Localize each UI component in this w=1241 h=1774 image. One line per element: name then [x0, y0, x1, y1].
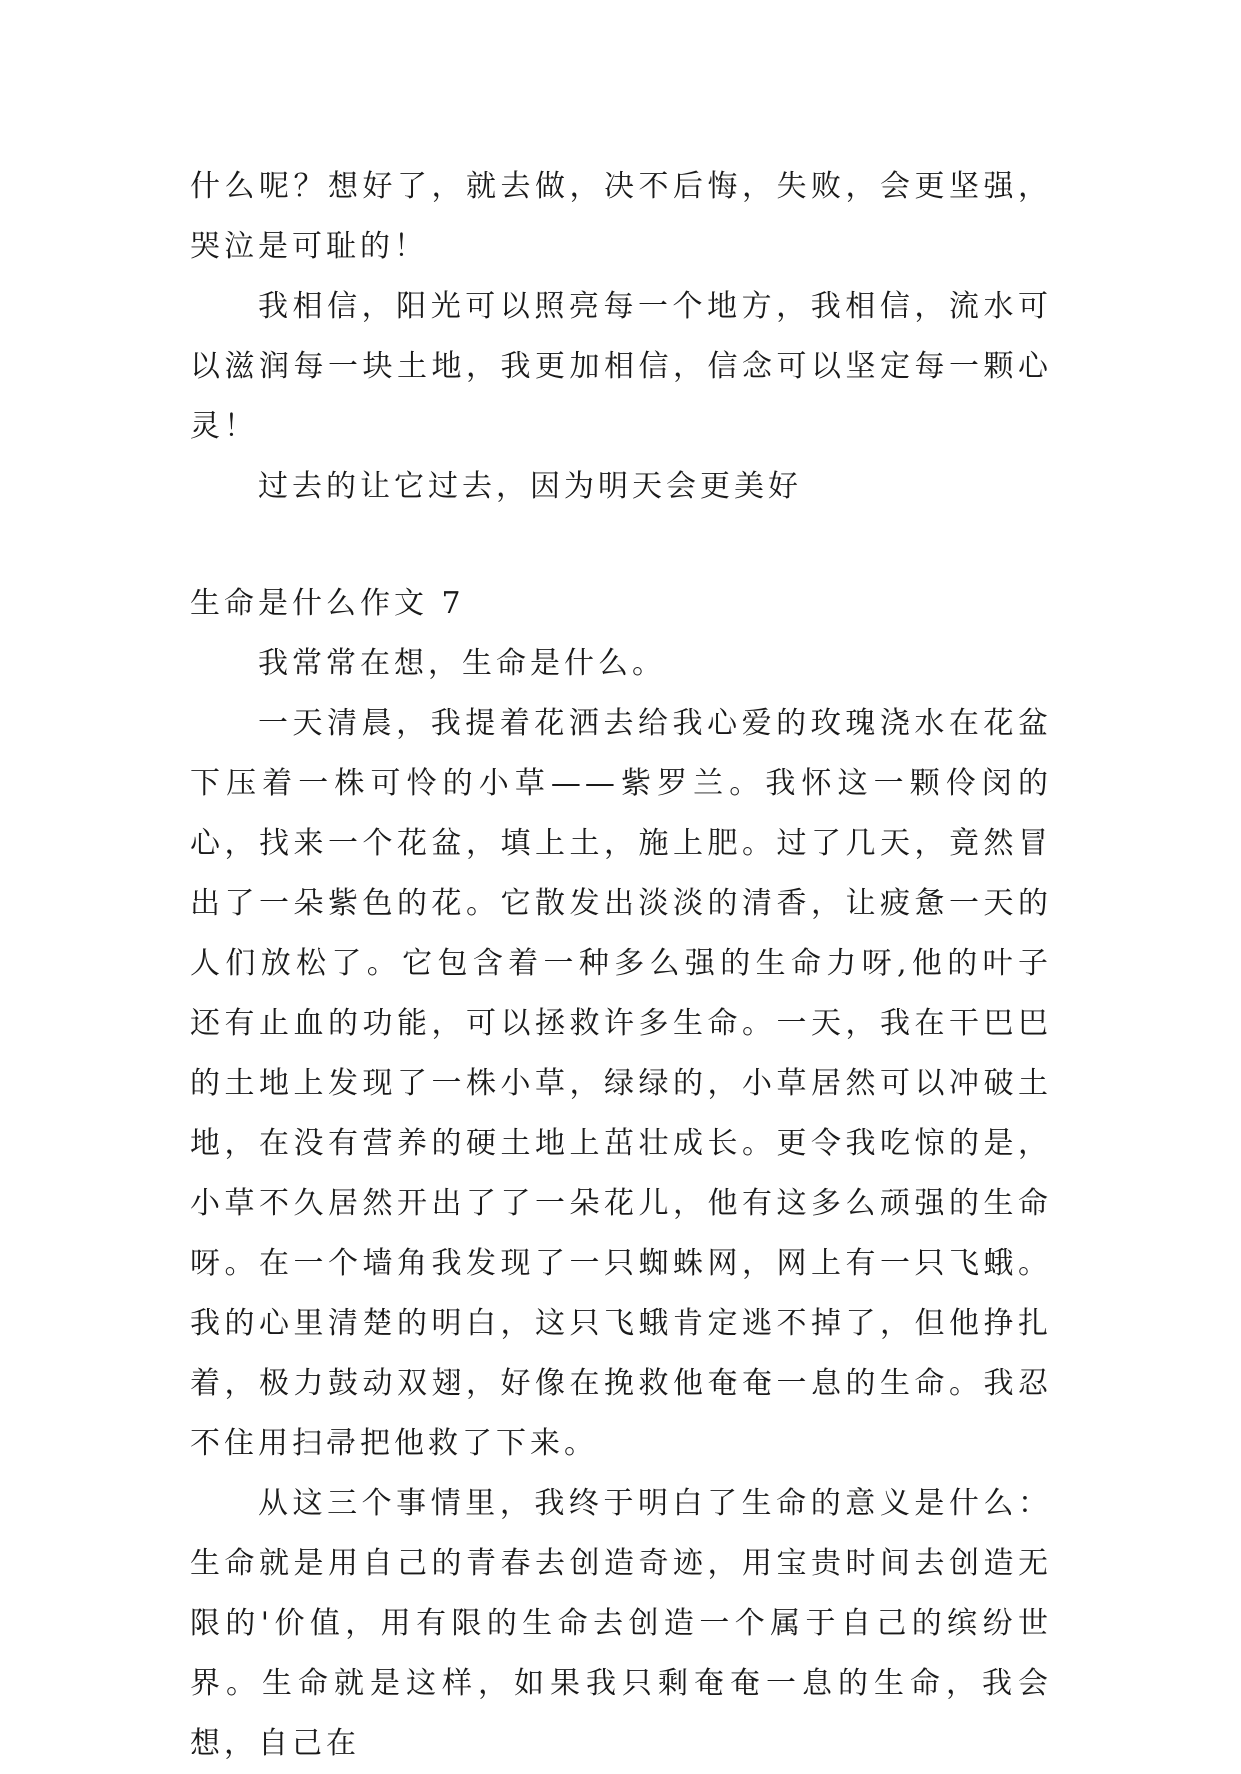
paragraph-belief: 我相信，阳光可以照亮每一个地方，我相信，流水可以滋润每一块土地，我更加相信，信念可以坚定每一颗心灵！ [190, 289, 1052, 444]
paragraph-intro: 我常常在想，生命是什么。 [258, 646, 666, 681]
paragraph-story: 一天清晨，我提着花洒去给我心爱的玫瑰浇水在花盆下压着一株可怜的小草——紫罗兰。我怀这一颗伶闵的心，找来一个花盆，填上土，施上肥。过了几天，竟然冒出了一朵紫色的花。它散发出淡淡的清香，让疲惫一天的人们放松了。它包含着一种多么强的生命力呀,他的叶子还有止血的功能，可以拯救许多生命。一天，我在干巴巴的土地上发现了一株小草，绿绿的，小草居然可以冲破土地，在没有营养的硬土地上茁壮成长。更令我吃惊的是，小草不久居然开出了了一朵花儿，他有这多么顽强的生命呀。在一个墙角我发现了一只蜘蛛网，网上有一只飞蛾。我的心里清楚的明白，这只飞蛾肯定逃不掉了，但他挣扎着，极力鼓动双翅，好像在挽救他奄奄一息的生命。我忍不住用扫帚把他救了下来。 [190, 706, 1052, 1461]
essay-title: 生命是什么作文 7 [190, 586, 465, 621]
document-body [190, 157, 1052, 1774]
paragraph-continuation: 什么呢？想好了，就去做，决不后悔，失败，会更坚强，哭泣是可耻的！ [190, 169, 1052, 264]
paragraph-meaning: 从这三个事情里，我终于明白了生命的意义是什么：生命就是用自己的青春去创造奇迹，用宝贵时间去创造无限的'价值，用有限的生命去创造一个属于自己的缤纷世界。生命就是这样，如果我只剩奄奄一息的生命，我会想，自己在 [190, 1486, 1052, 1761]
paragraph-closing: 过去的让它过去，因为明天会更美好 [258, 469, 802, 504]
